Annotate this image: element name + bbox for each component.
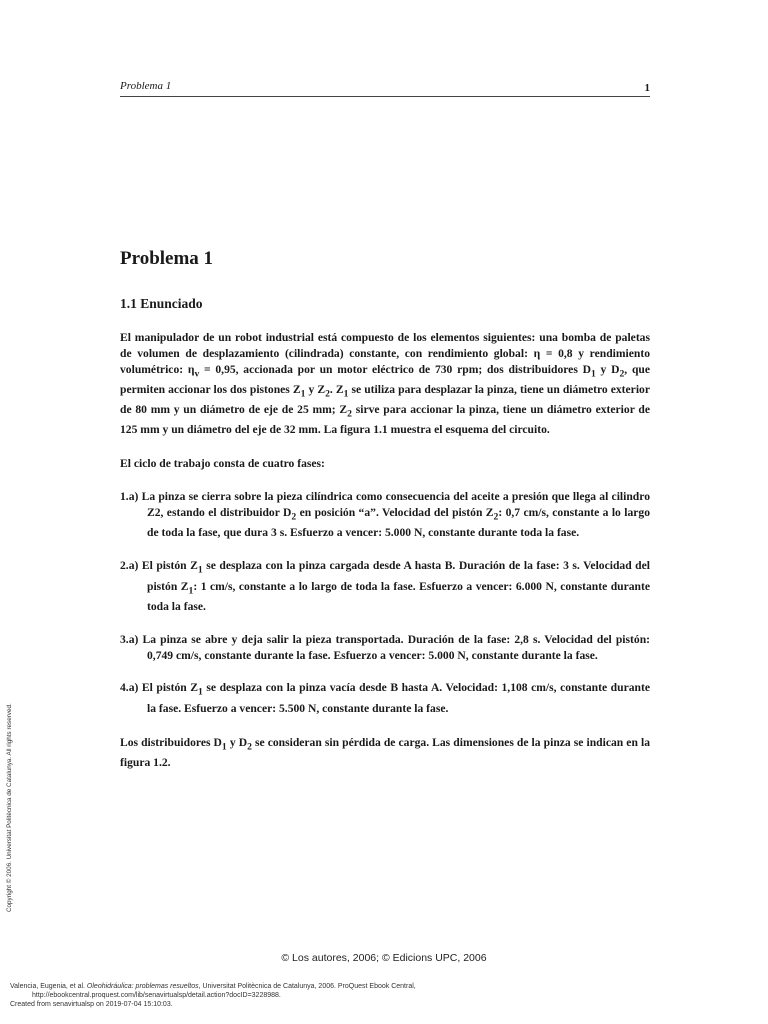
phase-item: 2.a) El pistón $Z_1$ se desplaza con la pinza cargada desde A hasta B. Duración de la fase: 3 s. Velocidad del pistón $Z_1$: 1 cm/s, constante a lo largo de toda la fase. Esfuerzo a vencer: 6.000 N, constante durante toda la fase. (120, 559, 650, 613)
section-heading: 1.1 Enunciado (120, 296, 203, 311)
cycle-intro: El ciclo de trabajo consta de cuatro fases: (120, 457, 325, 471)
page-number: 1 (644, 82, 650, 94)
phase-item: 4.a) El pistón $Z_1$ se desplaza con la pinza vacía desde B hasta A. Velocidad: 1,108 cm/s, constante durante la fase. Esfuerzo a vencer: 5.500 N, constante durante la fase. (120, 681, 650, 715)
running-title: Problema 1 (120, 80, 172, 92)
running-header (120, 80, 650, 96)
closing-paragraph: Los distribuidores $D_1$ y $D_2$ se consideran sin pérdida de carga. Las dimensiones de la pinza se indican en la figura 1.2. (120, 735, 650, 769)
citation-block (10, 982, 416, 1009)
citation-created: Created from senavirtualsp on 2019-07-04 15:10:03. (10, 1001, 173, 1008)
citation-line: Valencia, Eugenia, et al. Oleohidráulica: problemas resueltos, Universitat Politècnica de Catalunya, 2006. ProQuest Ebook Central, (10, 983, 416, 990)
problem-title: Problema 1 (120, 248, 214, 269)
citation-link[interactable]: http://ebookcentral.proquest.com/lib/senavirtualsp/detail.action?docID=3228988. (32, 992, 281, 999)
phase-item: 3.a) La pinza se abre y deja salir la pieza transportada. Duración de la fase: 2,8 s. Velocidad del pistón: 0,749 cm/s, constante durante la fase. Esfuerzo a vencer: 5.000 N, constante durante la fase. (120, 632, 650, 662)
side-copyright: Copyright © 2006. Universitat Politècnica de Catalunya. All rights reserved. (6, 703, 13, 912)
footer-copyright: © Los autores, 2006; © Edicions UPC, 2006 (281, 952, 487, 964)
intro-paragraph: El manipulador de un robot industrial está compuesto de los elementos siguientes: una bomba de paletas de volumen de desplazamiento (cilindrada) constante, con rendimiento global: η = 0,8 y rendimiento volumétrico: $\eta_v = 0,95$, accionada por un motor eléctrico de 730 rpm; dos distribuidores $D_1$ y $D_2$, que permiten accionar los dos pistones $Z_1$ y $Z_2$. $Z_1$ se utiliza para desplazar la pinza, tiene un diámetro exterior de 80 mm y un diámetro de eje de 25 mm; $Z_2$ sirve para accionar la pinza, tiene un diámetro exterior de 125 mm y un diámetro del eje de 32 mm. La figura 1.1 muestra el esquema del circuito. (120, 331, 650, 437)
phase-item: 1.a) La pinza se cierra sobre la pieza cilíndrica como consecuencia del aceite a presión que llega al cilindro Z2, estando el distribuidor $D_2$ en posición “a”. Velocidad del pistón $Z_2$: 0,7 cm/s, constante a lo largo de toda la fase, que dura 3 s. Esfuerzo a vencer: 5.000 N, constante durante toda la fase. (120, 490, 650, 540)
document-body (120, 248, 650, 771)
header-rule (120, 96, 650, 97)
